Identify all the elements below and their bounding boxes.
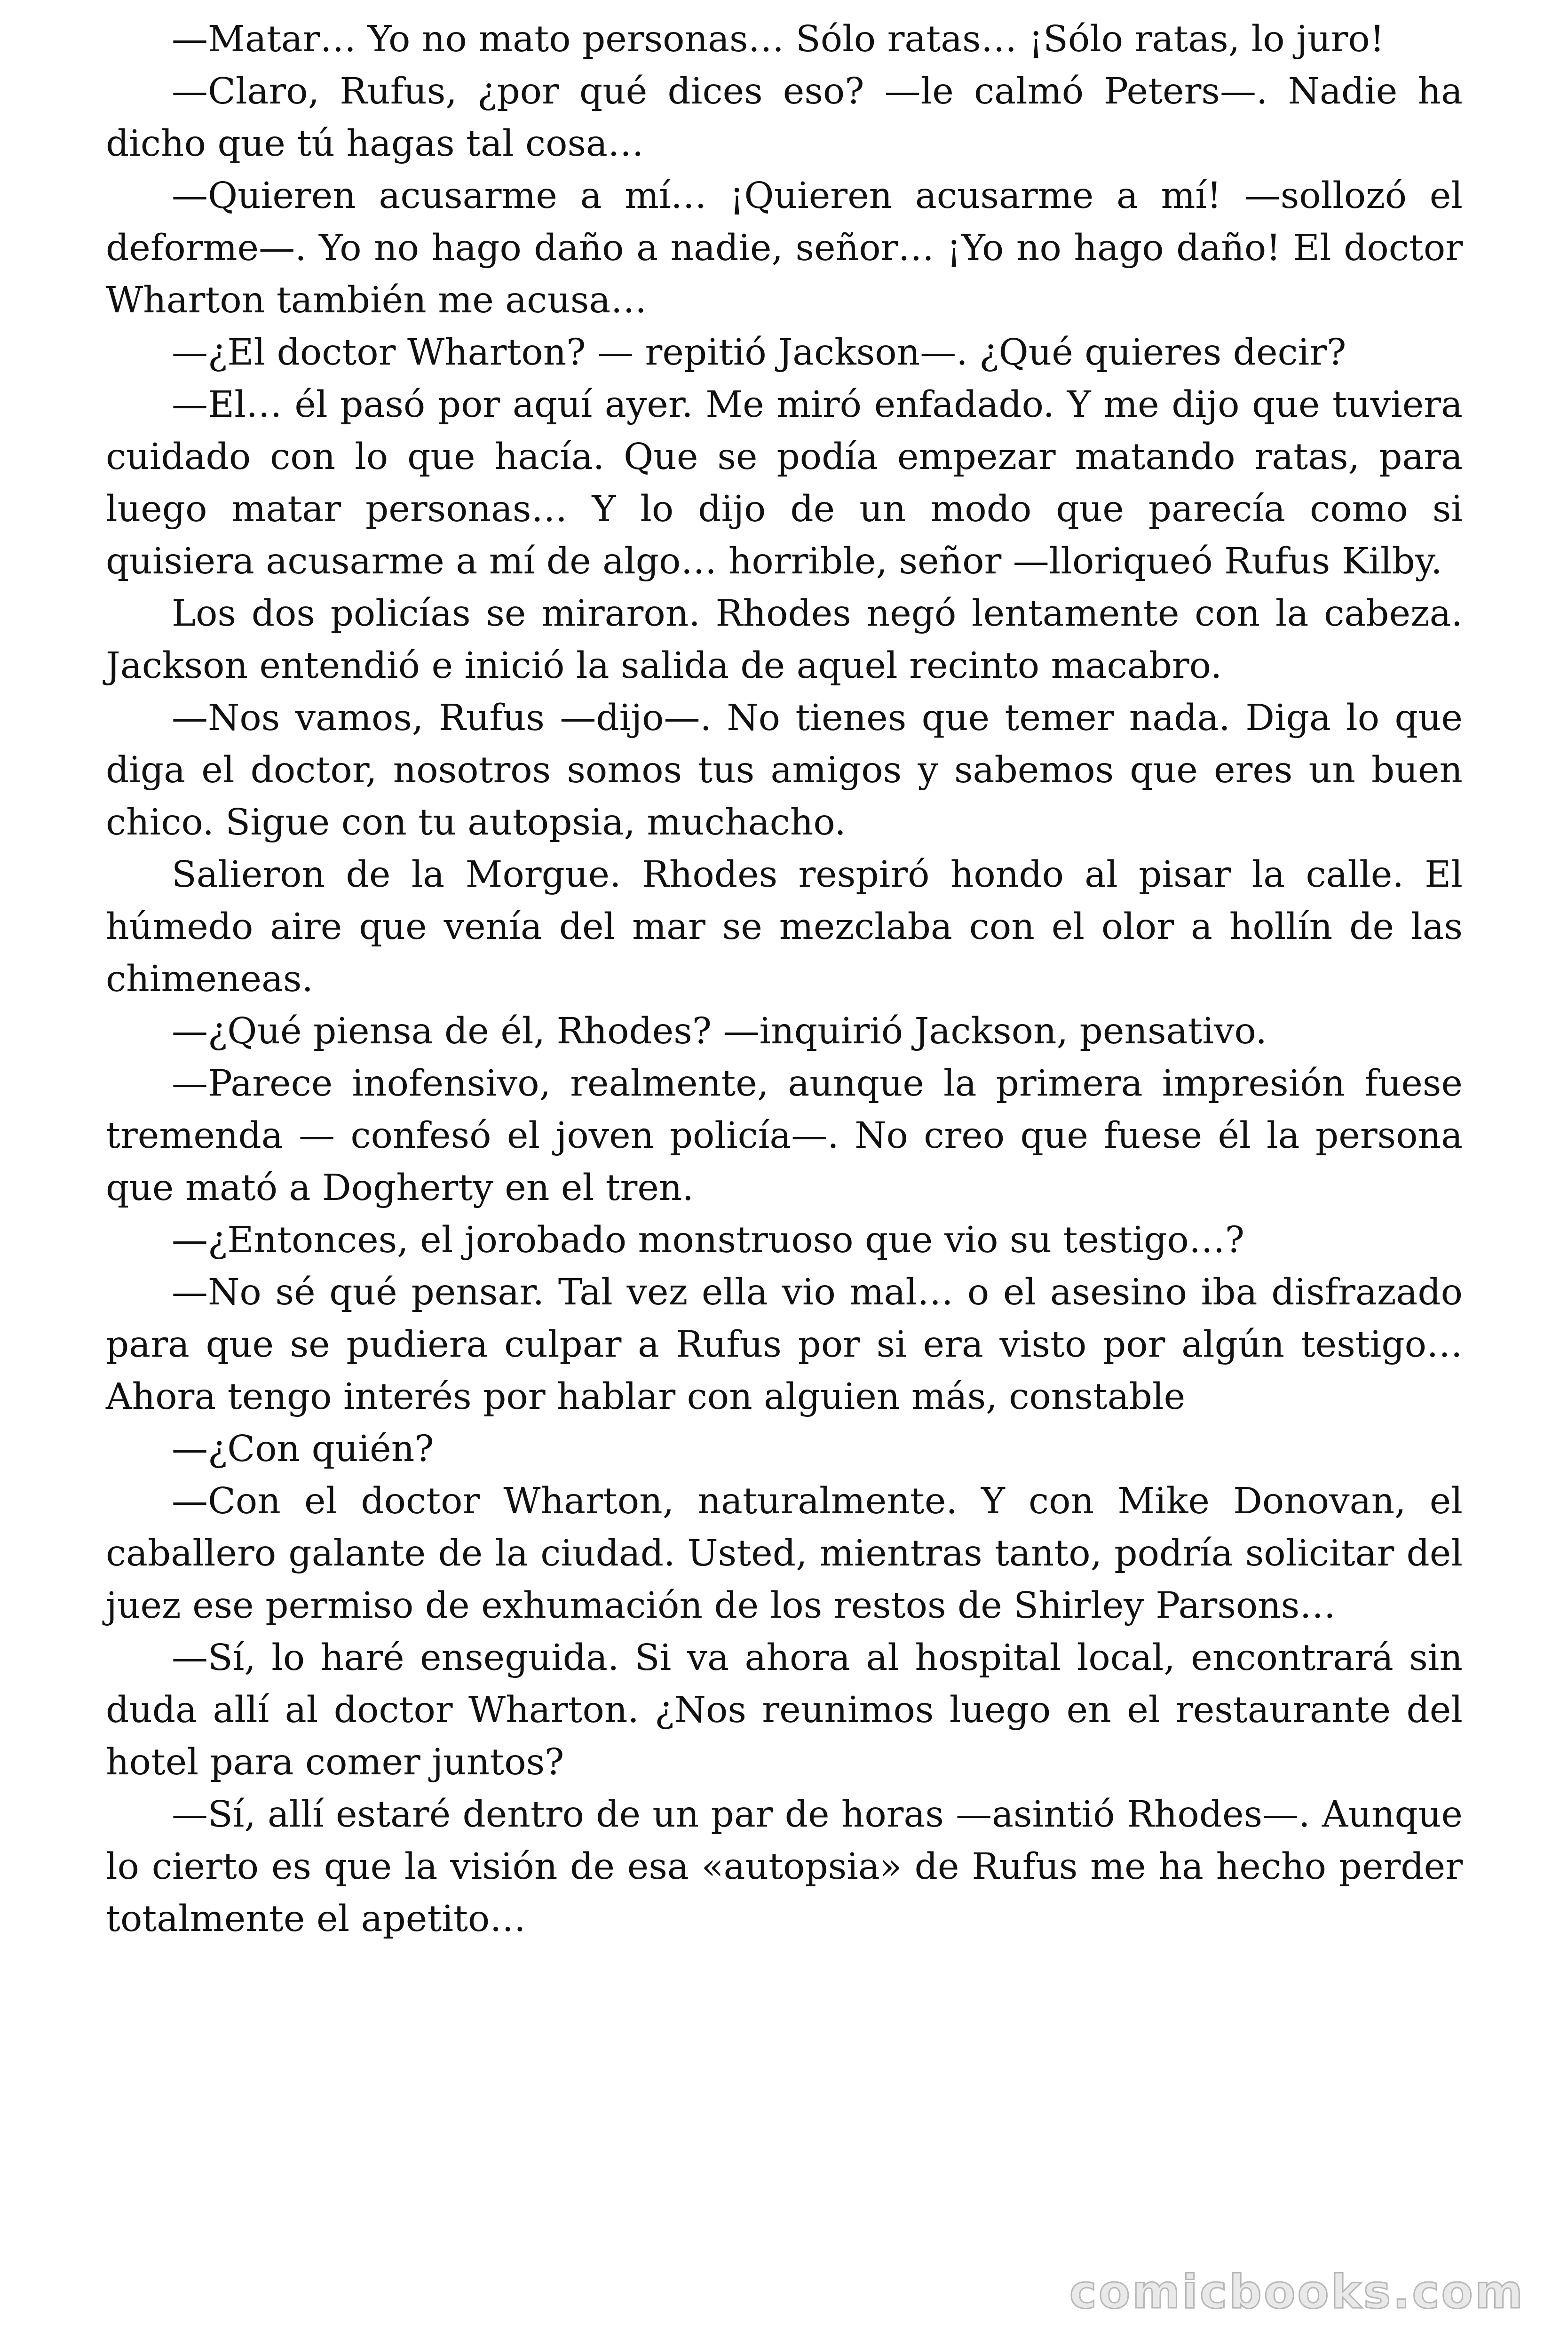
paragraph-14: —Con el doctor Wharton, naturalmente. Y con Mike Donovan, el caballero galante de la ciudad. Usted, mientras tanto, podría solicitar del juez ese permiso de exhumación de los restos de Shirley Parsons… [106,1480,1463,1627]
paragraph-12: —No sé qué pensar. Tal vez ella vio mal… o el asesino iba disfrazado para que se pudiera culpar a Rufus por si era visto por algún testigo… Ahora tengo interés por hablar con alguien más, constable [106,1271,1463,1418]
paragraph-6: Los dos policías se miraron. Rhodes negó lentamente con la cabeza. Jackson entendió e inició la salida de aquel recinto macabro. [106,593,1463,687]
paragraph-2: —Claro, Rufus, ¿por qué dices eso? —le calmó Peters—. Nadie ha dicho que tú hagas tal cosa… [106,71,1463,165]
paragraph-13: —¿Con quién? [172,1428,434,1470]
paragraph-10: —Parece inofensivo, realmente, aunque la primera impresión fuese tremenda — confesó el joven policía—. No creo que fuese él la persona que mató a Dogherty en el tren. [106,1063,1463,1209]
watermark-logo: comicbooks.com [1069,2265,1525,2319]
paragraph-9: —¿Qué piensa de él, Rhodes? —inquirió Jackson, pensativo. [172,1010,1267,1052]
paragraph-4: —¿El doctor Wharton? — repitió Jackson—. ¿Qué quieres decir? [172,332,1346,373]
paragraph-5: —El… él pasó por aquí ayer. Me miró enfadado. Y me dijo que tuviera cuidado con lo que hacía. Que se podía empezar matando ratas, para luego matar personas… Y lo dijo de un modo que parecía como si quisiera acusarme a mí de algo… horrible, señor —lloriqueó Rufus Kilby. [106,384,1463,582]
paragraph-7: —Nos vamos, Rufus —dijo—. No tienes que temer nada. Diga lo que diga el doctor, nosotros somos tus amigos y sabemos que eres un buen chico. Sigue con tu autopsia, muchacho. [106,697,1463,843]
paragraph-11: —¿Entonces, el jorobado monstruoso que vio su testigo…? [172,1219,1245,1261]
paragraph-1: —Matar… Yo no mato personas… Sólo ratas… ¡Sólo ratas, lo juro! [172,18,1385,60]
document-text-block [106,13,1463,1945]
paragraph-15: —Sí, lo haré enseguida. Si va ahora al hospital local, encontrará sin duda allí al doctor Wharton. ¿Nos reunimos luego en el restaurante del hotel para comer juntos? [106,1637,1463,1783]
paragraph-16: —Sí, allí estaré dentro de un par de horas —asintió Rhodes—. Aunque lo cierto es que la visión de esa «autopsia» de Rufus me ha hecho perder totalmente el apetito… [106,1794,1463,1940]
paragraph-8: Salieron de la Morgue. Rhodes respiró hondo al pisar la calle. El húmedo aire que venía del mar se mezclaba con el olor a hollín de las chimeneas. [106,854,1463,1000]
paragraph-3: —Quieren acusarme a mí… ¡Quieren acusarme a mí! —sollozó el deforme—. Yo no hago daño a nadie, señor… ¡Yo no hago daño! El doctor Wharton también me acusa… [106,175,1463,321]
